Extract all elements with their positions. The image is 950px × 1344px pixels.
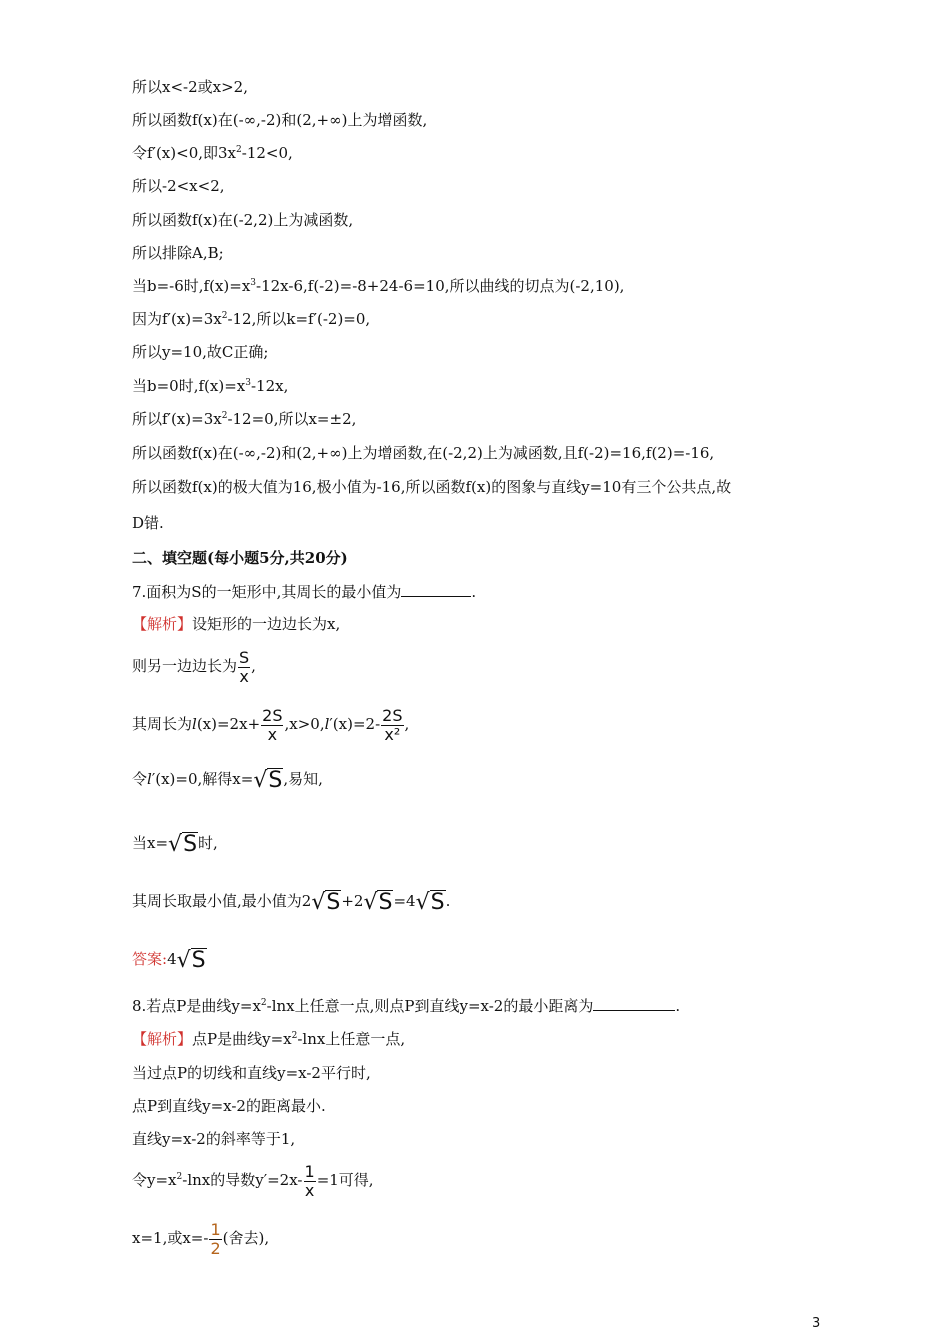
- fraction-2s-over-x2: $\frac{2S}{\text{x²}}$: [382, 705, 403, 744]
- text-line: 所以函数f(x)的极大值为16,极小值为-16,所以函数f(x)的图象与直线y=10有三个公共点,故: [132, 478, 732, 496]
- text-line: D错.: [132, 514, 164, 532]
- sqrt-s: √ S: [176, 947, 206, 973]
- answer-line: 答案:4 √ S: [132, 947, 206, 973]
- sqrt-s: √ S: [415, 889, 445, 915]
- text-line: 所以y=10,故C正确;: [132, 343, 269, 361]
- solution-line: 点P到直线y=x-2的距离最小.: [132, 1097, 326, 1115]
- section-heading: 二、填空题(每小题5分,共20分): [132, 549, 348, 567]
- answer-blank: [401, 582, 471, 597]
- fraction-s-over-x: $\frac{S}{x}$: [239, 647, 250, 686]
- solution-line: 其周长取最小值,最小值为2 √ S +2 √ S =4 √ S .: [132, 889, 451, 915]
- solution-line: 令l′(x)=0,解得x= √ S ,易知,: [132, 767, 323, 793]
- fraction-1-over-x: $\frac{1}{x}$: [304, 1161, 315, 1200]
- solution-line: 当x= √ S 时,: [132, 831, 218, 857]
- page-number: 3: [812, 1316, 821, 1331]
- sqrt-s: √ S: [253, 767, 283, 793]
- text-line: 所以排除A,B;: [132, 244, 224, 262]
- solution-line: 当过点P的切线和直线y=x-2平行时,: [132, 1064, 371, 1082]
- text-line: 所以-2<x<2,: [132, 177, 225, 195]
- text-line: 所以函数f(x)在(-∞,-2)和(2,+∞)上为增函数,: [132, 111, 428, 129]
- answer-label: 答案:: [132, 950, 168, 968]
- answer-blank: [593, 996, 675, 1011]
- question-8: 8.若点P是曲线$y=x^2$-lnx上任意一点,则点P到直线y=x-2的最小距离为 .: [132, 997, 681, 1015]
- fraction-2s-over-x: $\frac{2S}{x}$: [262, 705, 283, 744]
- text-line: 所以x<-2或x>2,: [132, 78, 248, 96]
- solution-label: 【解析】: [132, 615, 193, 633]
- text-line: 所以函数f(x)在(-2,2)上为减函数,: [132, 211, 354, 229]
- text-line: 因为$f'(x)=3x^2-12$,所以k=f′(-2)=0,: [132, 310, 371, 328]
- solution-line: 直线y=x-2的斜率等于1,: [132, 1130, 296, 1148]
- sqrt-s: √ S: [168, 831, 198, 857]
- text-line: 当b=-6时$,f(x)=x^3-12x-6,f(-2)=-8+24-6=10$,所以曲线的切点为(-2,10),: [132, 277, 625, 295]
- fraction-1-over-2: $\frac{1}{2}$: [210, 1219, 221, 1258]
- solution-line: 【解析】点P是曲线$y=x^2$-lnx上任意一点,: [132, 1030, 406, 1048]
- solution-line: 【解析】设矩形的一边边长为x,: [132, 615, 341, 633]
- solution-line: 其周长为l(x)=2x+ $\frac{2S}{x}$ ,x>0,l′(x)=2- $\frac{2S}{\text{x²}}$ ,: [132, 705, 410, 744]
- sqrt-s: √ S: [311, 889, 341, 915]
- text-line: 令f′(x)<0,即$3x^2-12<0$,: [132, 144, 293, 162]
- text-line: 当b=0时$,f(x)=x^3-12x$,: [132, 377, 289, 395]
- solution-line: 则另一边边长为 $\frac{S}{x}$ ,: [132, 647, 256, 686]
- solution-line: x=1,或x=- $\frac{1}{2}$ (舍去),: [132, 1219, 270, 1258]
- solution-line: 令$y=x^2$-lnx的导数y′=2x- $\frac{1}{x}$ =1可得,: [132, 1161, 374, 1200]
- solution-label: 【解析】: [132, 1030, 193, 1048]
- sqrt-s: √ S: [363, 889, 393, 915]
- text-line: 所以$f'(x)=3x^2-12=0$,所以x=±2,: [132, 410, 357, 428]
- question-7: 7.面积为S的一矩形中,其周长的最小值为 .: [132, 583, 477, 601]
- text-line: 所以函数f(x)在(-∞,-2)和(2,+∞)上为增函数,在(-2,2)上为减函数,且f(-2)=16,f(2)=-16,: [132, 444, 715, 462]
